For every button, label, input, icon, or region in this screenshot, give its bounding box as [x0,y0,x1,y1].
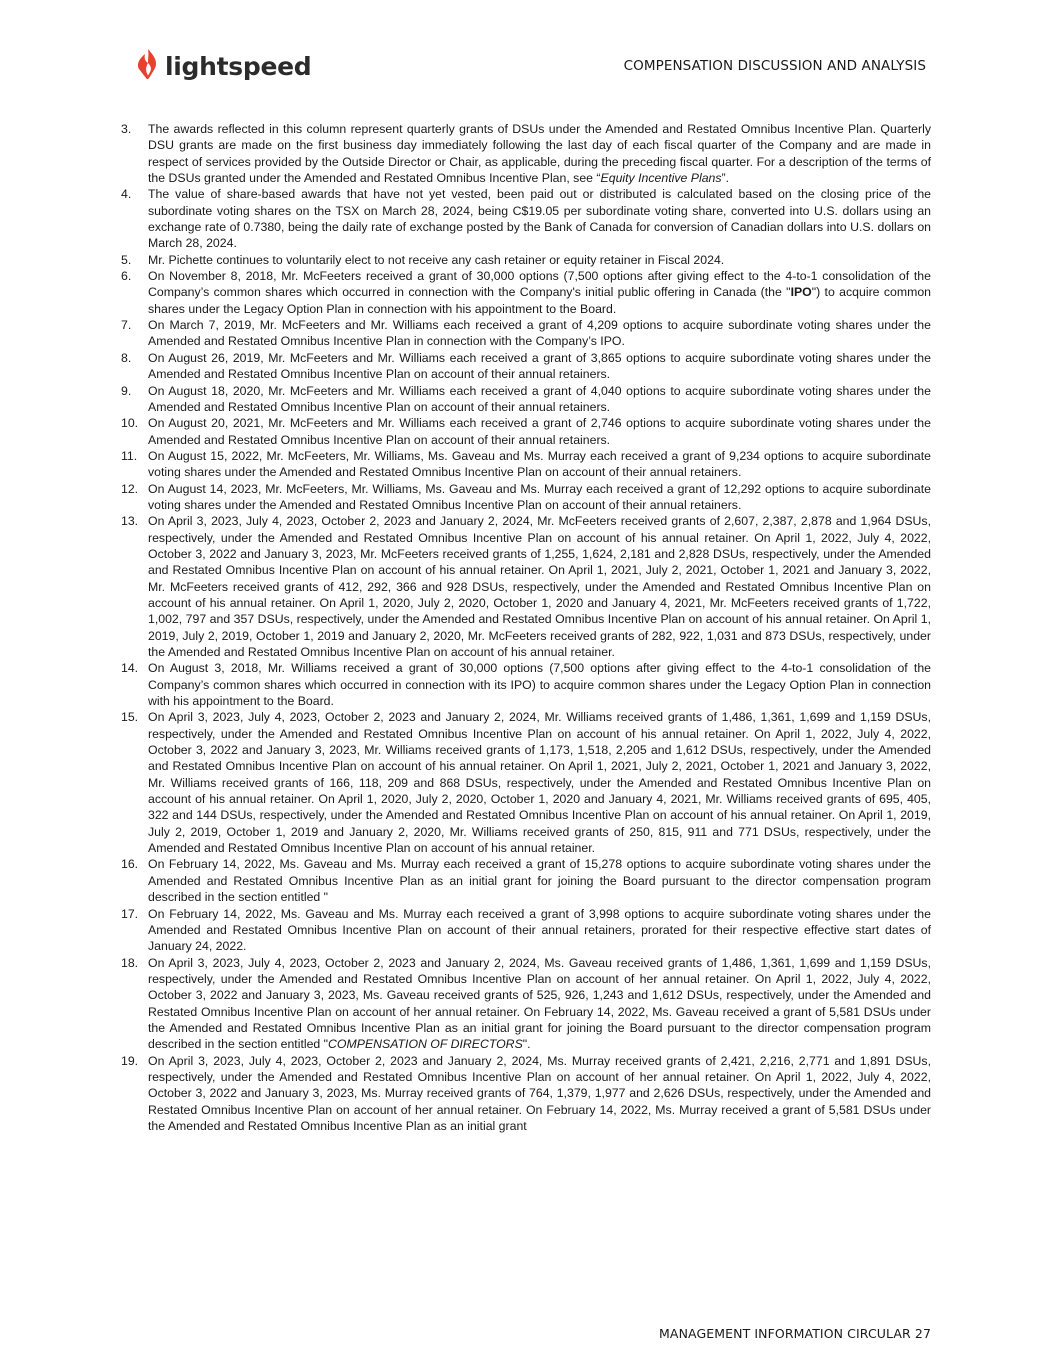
footnote-text: On February 14, 2022, Ms. Gaveau and Ms. Murray each received a grant of 15,278 options to acquire subordinate voting shares under the Amended and Restated Omnibus Incentive Plan as an initial grant for joining the Board pursuant to the director compensation program described in the section entitled " [148,857,931,905]
page-footer: MANAGEMENT INFORMATION CIRCULAR 27 [659,1326,931,1341]
footnote-item [121,350,931,383]
footnote-item [121,481,931,514]
footnote-number: 10. [121,416,139,431]
footnote-number: 11. [121,448,138,463]
footnote-item [121,513,931,660]
footnote-item [121,1053,931,1135]
footnote-text: The value of share-based awards that have not yet vested, been paid out or distributed is calculated based on the closing price of the subordinate voting shares on the TSX on March 28, 2024, being C$19.05 per subordinate voting share, converted into U.S. dollars using an exchange rate of 0.7380, being the daily rate of exchange posted by the Bank of Canada for conversion of Canadian dollars into U.S. dollars on March 28, 2024. [148,187,931,251]
footnote-number: 17. [121,906,139,921]
company-logo [136,46,311,86]
section-header-title: COMPENSATION DISCUSSION AND ANALYSIS [623,58,926,74]
footnote-item [121,415,931,448]
footnote-number: 19. [121,1053,139,1068]
footnote-number: 15. [121,710,139,725]
lightspeed-flame-icon [136,48,160,84]
footnote-text: On April 3, 2023, July 4, 2023, October 2, 2023 and January 2, 2024, Mr. McFeeters received grants of 2,607, 2,387, 2,878 and 1,964 DSUs, respectively, under the Amended and Restated Omnibus Incentive Plan on account of his annual retainer. On April 1, 2022, July 4, 2022, October 3, 2022 and January 3, 2023, Mr. McFeeters received grants of 1,255, 1,624, 2,181 and 2,828 DSUs, respectively, under the Amended and Restated Omnibus Incentive Plan on account of his annual retainer. On April 1, 2021, July 2, 2021, October 1, 2021 and January 3, 2022, Mr. McFeeters received grants of 412, 292, 366 and 928 DSUs, respectively, under the Amended and Restated Omnibus Incentive Plan on account of his annual retainer. On April 1, 2020, July 2, 2020, October 1, 2020 and January 4, 2021, Mr. McFeeters received grants of 1,722, 1,002, 797 and 357 DSUs, respectively, under the Amended and Restated Omnibus Incentive Plan on account of his annual retainer. On April 1, 2019, July 2, 2019, October 1, 2019 and January 2, 2020, Mr. McFeeters received grants of 282, 922, 1,031 and 873 DSUs, respectively, under the Amended and Restated Omnibus Incentive Plan on account of his annual retainer. [148,514,931,659]
footnote-text: The awards reflected in this column represent quarterly grants of DSUs under the Amended and Restated Omnibus Incentive Plan. Quarterly DSU grants are made on the first business day immediately following the last day of each fiscal quarter of the Company and are made in respect of services provided by the Outside Director or Chair, as applicable, during the preceding fiscal quarter. For a description of the terms of the DSUs granted under the Amended and Restated Omnibus Incentive Plan, see “Equity Incentive Plans”. [148,122,931,186]
footnote-text: On March 7, 2019, Mr. McFeeters and Mr. Williams each received a grant of 4,209 options to acquire subordinate voting shares under the Amended and Restated Omnibus Incentive Plan in connection with the Company’s IPO. [148,318,931,349]
footnote-number: 6. [121,269,132,284]
footnote-number: 12. [121,481,139,496]
footnote-item [121,121,931,186]
footnote-item [121,317,931,350]
footnote-item [121,906,931,955]
footnotes-list [121,121,931,1134]
footnote-item [121,268,931,317]
logo-wordmark: lightspeed [165,51,312,81]
footnote-number: 16. [121,857,139,872]
footnote-text: On April 3, 2023, July 4, 2023, October 2, 2023 and January 2, 2024, Ms. Gaveau received grants of 1,486, 1,361, 1,699 and 1,159 DSUs, respectively, under the Amended and Restated Omnibus Incentive Plan on account of her annual retainer. On April 1, 2022, July 4, 2022, October 3, 2022 and January 3, 2023, Ms. Gaveau received grants of 525, 926, 1,243 and 1,612 DSUs, respectively, under the Amended and Restated Omnibus Incentive Plan on account of her annual retainer. On February 14, 2022, Ms. Gaveau received a grant of 5,581 DSUs under the Amended and Restated Omnibus Incentive Plan as an initial grant for joining the Board pursuant to the director compensation program described in the section entitled "COMPENSATION OF DIRECTORS". [148,955,931,1052]
footnote-number: 5. [121,252,132,267]
footnote-text: On August 26, 2019, Mr. McFeeters and Mr. Williams each received a grant of 3,865 options to acquire subordinate voting shares under the Amended and Restated Omnibus Incentive Plan on account of their annual retainers. [148,350,931,382]
footnote-item [121,252,931,268]
footnote-item [121,856,931,905]
footnote-item [121,955,931,1053]
footnote-text: On April 3, 2023, July 4, 2023, October 2, 2023 and January 2, 2024, Mr. Williams received grants of 1,486, 1,361, 1,699 and 1,159 DSUs, respectively, under the Amended and Restated Omnibus Incentive Plan on account of his annual retainer. On April 1, 2022, July 4, 2022, October 3, 2022 and January 3, 2023, Mr. Williams received grants of 1,173, 1,518, 2,205 and 1,612 DSUs, respectively, under the Amended and Restated Omnibus Incentive Plan on account of his annual retainer. On April 1, 2021, July 2, 2021, October 1, 2021 and January 3, 2022, Mr. Williams received grants of 166, 118, 209 and 868 DSUs, respectively, under the Amended and Restated Omnibus Incentive Plan on account of his annual retainer. On April 1, 2020, July 2, 2020, October 1, 2020 and January 4, 2021, Mr. Williams received grants of 695, 405, 322 and 144 DSUs, respectively, under the Amended and Restated Omnibus Incentive Plan on account of his annual retainer. On April 1, 2019, July 2, 2019, October 1, 2019 and January 2, 2020, Mr. Williams received grants of 250, 815, 911 and 771 DSUs, respectively, under the Amended and Restated Omnibus Incentive Plan on account of his annual retainer. [148,710,931,856]
footnote-text: On August 14, 2023, Mr. McFeeters, Mr. Williams, Ms. Gaveau and Ms. Murray each received a grant of 12,292 options to acquire subordinate voting shares under the Amended and Restated Omnibus Incentive Plan on account of their annual retainers. [148,481,931,512]
footnote-text: On August 18, 2020, Mr. McFeeters and Mr. Williams each received a grant of 4,040 options to acquire subordinate voting shares under the Amended and Restated Omnibus Incentive Plan on account of their annual retainers. [148,383,931,414]
footnote-item [121,709,931,856]
footnote-number: 8. [121,350,132,365]
footnote-text: On August 15, 2022, Mr. McFeeters, Mr. Williams, Ms. Gaveau and Ms. Murray each received a grant of 9,234 options to acquire subordinate voting shares under the Amended and Restated Omnibus Incentive Plan on account of their annual retainers. [148,448,931,480]
footnote-text: On August 3, 2018, Mr. Williams received a grant of 30,000 options (7,500 options after giving effect to the 4-to-1 consolidation of the Company’s common shares which occurred in connection with its IPO) to acquire common shares under the Legacy Option Plan in connection with his appointment to the Board. [148,661,931,709]
footnote-item [121,448,931,481]
footnote-text: On August 20, 2021, Mr. McFeeters and Mr. Williams each received a grant of 2,746 options to acquire subordinate voting shares under the Amended and Restated Omnibus Incentive Plan on account of their annual retainers. [148,416,931,447]
footnote-item [121,660,931,709]
footnote-number: 4. [121,187,132,202]
footnote-text: On April 3, 2023, July 4, 2023, October 2, 2023 and January 2, 2024, Ms. Murray received grants of 2,421, 2,216, 2,771 and 1,891 DSUs, respectively, under the Amended and Restated Omnibus Incentive Plan on account of her annual retainer. On April 1, 2022, July 4, 2022, October 3, 2022 and January 3, 2023, Ms. Murray received grants of 764, 1,379, 1,977 and 2,626 DSUs, respectively, under the Amended and Restated Omnibus Incentive Plan on account of her annual retainer. On February 14, 2022, Ms. Murray received a grant of 5,581 DSUs under the Amended and Restated Omnibus Incentive Plan as an initial grant [148,1053,931,1133]
footnote-item [121,186,931,251]
footnote-number: 18. [121,955,139,970]
footnote-text: Mr. Pichette continues to voluntarily elect to not receive any cash retainer or equity retainer in Fiscal 2024. [148,252,725,267]
footnote-text: On November 8, 2018, Mr. McFeeters received a grant of 30,000 options (7,500 options after giving effect to the 4-to-1 consolidation of the Company’s common shares which occurred in connection with the Company's initial public offering in Canada (the "IPO") to acquire common shares under the Legacy Option Plan in connection with his appointment to the Board. [148,269,932,316]
footnote-number: 14. [121,661,139,676]
footnote-number: 7. [121,318,132,333]
footnote-number: 3. [121,122,132,136]
footnote-text: On February 14, 2022, Ms. Gaveau and Ms. Murray each received a grant of 3,998 options to acquire subordinate voting shares under the Amended and Restated Omnibus Incentive Plan on account of their annual retainers, prorated for their respective effective start dates of January 24, 2022. [148,906,931,954]
footnote-number: 13. [121,514,139,529]
footnote-number: 9. [121,383,132,398]
footnote-item [121,383,931,416]
